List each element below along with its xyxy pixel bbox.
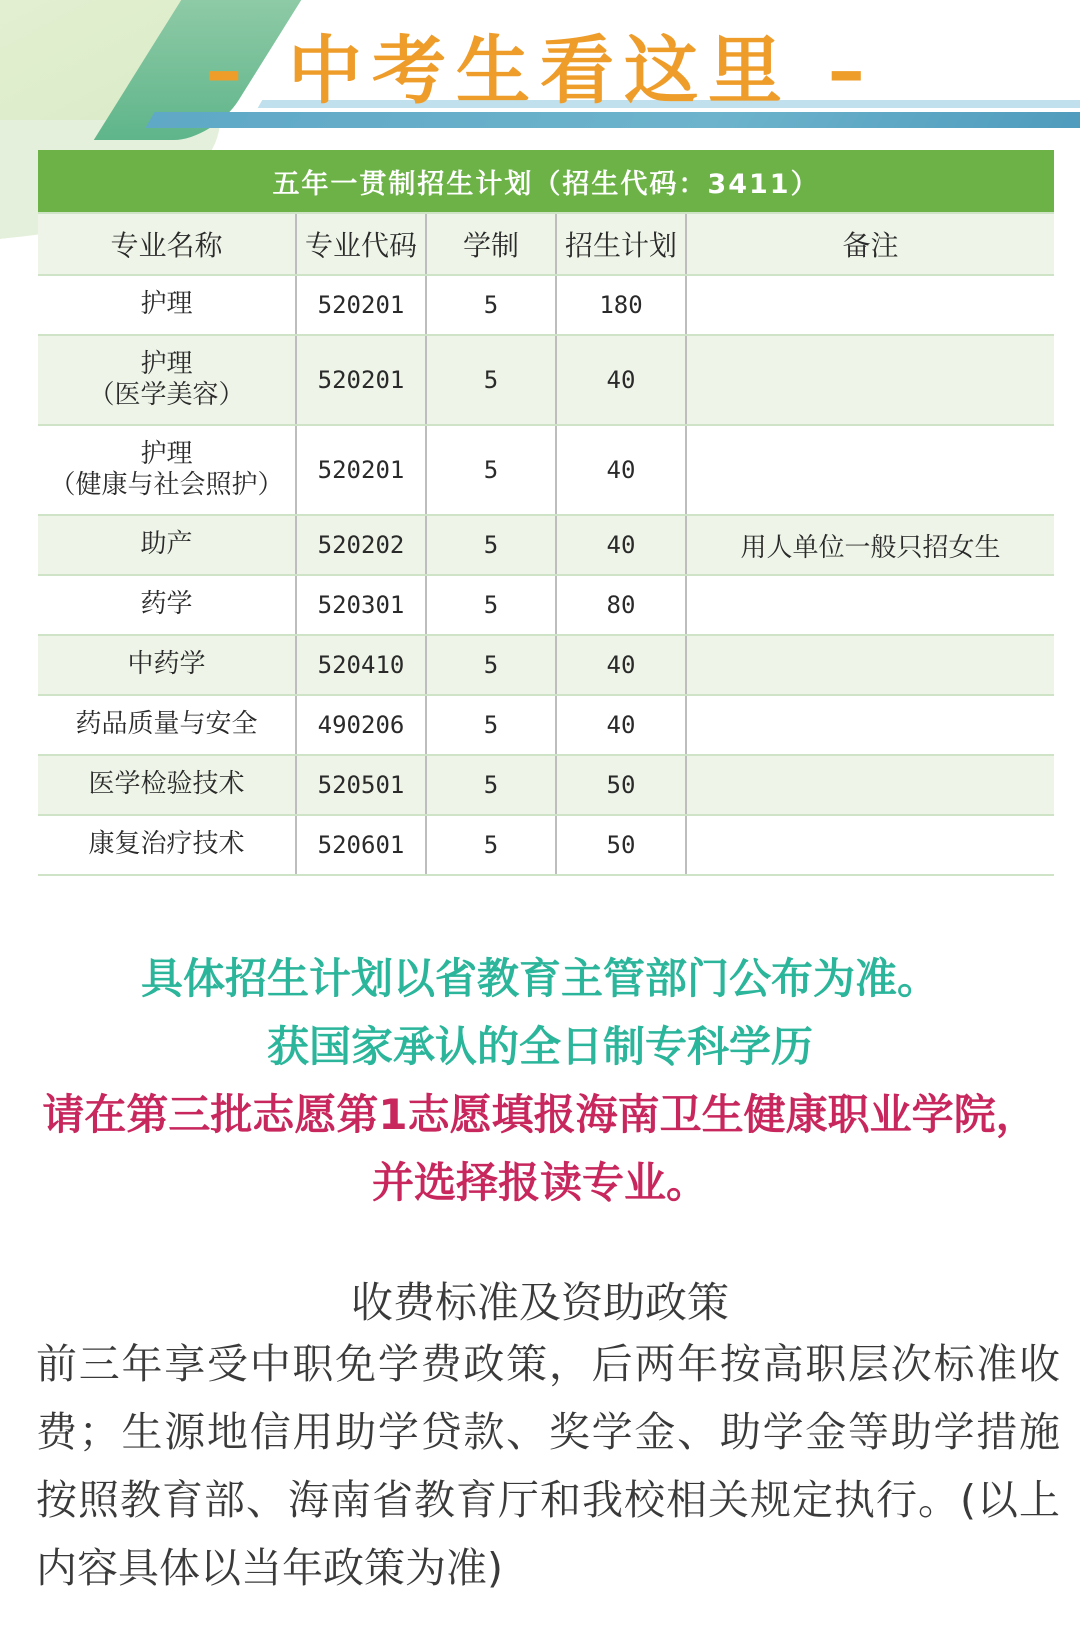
table-caption: 五年一贯制招生计划（招生代码：3411） bbox=[38, 150, 1054, 213]
major-name: 药品质量与安全 bbox=[38, 695, 296, 755]
fees-title: 收费标准及资助政策 bbox=[350, 1278, 729, 1327]
study-years: 5 bbox=[426, 335, 556, 425]
major-code: 520201 bbox=[296, 335, 426, 425]
enrollment-plan: 40 bbox=[556, 425, 686, 515]
plan-notice: 具体招生计划以省教育主管部门公布为准。 bbox=[140, 954, 939, 1003]
table-row bbox=[38, 695, 1054, 755]
study-years: 5 bbox=[426, 515, 556, 575]
study-years: 5 bbox=[426, 425, 556, 515]
major-name: 康复治疗技术 bbox=[38, 815, 296, 875]
remark bbox=[686, 335, 1054, 425]
column-header-name: 专业名称 bbox=[38, 213, 296, 275]
major-code: 520301 bbox=[296, 575, 426, 635]
remark bbox=[686, 755, 1054, 815]
page-title: – 中考生看这里 – bbox=[205, 28, 875, 114]
remark bbox=[686, 815, 1054, 875]
major-code: 520501 bbox=[296, 755, 426, 815]
major-name: 护理 （健康与社会照护） bbox=[38, 425, 296, 515]
column-header-code: 专业代码 bbox=[296, 213, 426, 275]
remark bbox=[686, 425, 1054, 515]
table-row bbox=[38, 515, 1054, 575]
remark bbox=[686, 275, 1054, 335]
major-name: 中药学 bbox=[38, 635, 296, 695]
major-name: 助产 bbox=[38, 515, 296, 575]
enrollment-plan: 50 bbox=[556, 815, 686, 875]
table-row bbox=[38, 335, 1054, 425]
remark bbox=[686, 695, 1054, 755]
study-years: 5 bbox=[426, 275, 556, 335]
major-code: 520601 bbox=[296, 815, 426, 875]
table-row bbox=[38, 755, 1054, 815]
major-code: 520201 bbox=[296, 425, 426, 515]
enrollment-plan: 80 bbox=[556, 575, 686, 635]
study-years: 5 bbox=[426, 755, 556, 815]
major-name: 药学 bbox=[38, 575, 296, 635]
enrollment-table bbox=[38, 150, 1054, 876]
degree-notice: 获国家承认的全日制专科学历 bbox=[266, 1022, 813, 1071]
enrollment-plan: 180 bbox=[556, 275, 686, 335]
table-row bbox=[38, 425, 1054, 515]
application-instruction: 请在第三批志愿第1志愿填报海南卫生健康职业学院，并选择报读专业。 bbox=[42, 1090, 1038, 1207]
enrollment-plan: 50 bbox=[556, 755, 686, 815]
major-name: 护理 （医学美容） bbox=[38, 335, 296, 425]
major-code: 520410 bbox=[296, 635, 426, 695]
column-header-plan: 招生计划 bbox=[556, 213, 686, 275]
major-name: 护理 bbox=[38, 275, 296, 335]
column-header-years: 学制 bbox=[426, 213, 556, 275]
enrollment-plan: 40 bbox=[556, 335, 686, 425]
remark bbox=[686, 635, 1054, 695]
enrollment-plan: 40 bbox=[556, 695, 686, 755]
table-row bbox=[38, 815, 1054, 875]
remark bbox=[686, 575, 1054, 635]
study-years: 5 bbox=[426, 815, 556, 875]
study-years: 5 bbox=[426, 635, 556, 695]
fees-body: 前三年享受中职免学费政策，后两年按高职层次标准收费；生源地信用助学贷款、奖学金、助学金等助学措施按照教育部、海南省教育厅和我校相关规定执行。(以上内容具体以当年政策为准) bbox=[36, 1340, 1060, 1592]
major-code: 520201 bbox=[296, 275, 426, 335]
major-name: 医学检验技术 bbox=[38, 755, 296, 815]
table-row bbox=[38, 575, 1054, 635]
notes-section bbox=[0, 945, 1080, 1217]
study-years: 5 bbox=[426, 695, 556, 755]
enrollment-plan: 40 bbox=[556, 635, 686, 695]
table-row bbox=[38, 635, 1054, 695]
major-code: 490206 bbox=[296, 695, 426, 755]
column-header-note: 备注 bbox=[686, 213, 1054, 275]
study-years: 5 bbox=[426, 575, 556, 635]
remark: 用人单位一般只招女生 bbox=[686, 515, 1054, 575]
table-row bbox=[38, 275, 1054, 335]
enrollment-plan: 40 bbox=[556, 515, 686, 575]
major-code: 520202 bbox=[296, 515, 426, 575]
